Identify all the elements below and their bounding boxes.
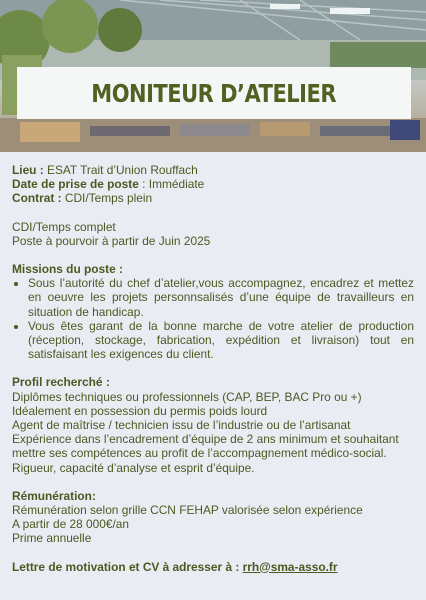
contrat-label: Contrat : [12,191,62,206]
date-line [12,177,414,191]
page-title: MONITEUR D’ATELIER [91,78,337,108]
date-label: Date de prise de poste [12,177,139,192]
contact-email-link[interactable]: rrh@sma-asso.fr [242,559,338,574]
missions-title: Missions du poste : [12,262,123,277]
title-banner [17,67,411,119]
lieu-label: Lieu : [12,163,44,177]
contact-line [12,560,414,574]
summary-line-1: CDI/Temps complet [12,219,116,234]
lieu-line [12,163,414,177]
lieu-value: ESAT Trait d’Union Rouffach [43,163,198,177]
workshop-photo [0,0,426,152]
profil-line: Expérience dans l’encadrement d’équipe de 2 ans minimum et souhaitant mettre ses compétences au profit de l’accompagnement médico-social. [12,432,399,461]
job-posting-body [12,163,414,574]
profil-title: Profil recherché : [12,375,110,390]
remuneration-title: Rémunération: [12,488,96,503]
contrat-line [12,191,414,205]
remuneration-line: Prime annuelle [12,531,92,546]
contact-label: Lettre de motivation et CV à adresser à : [12,559,243,574]
missions-list [12,276,414,361]
profil-line: Agent de maîtrise / technicien issu de l’industrie ou de l’artisanat [12,418,351,433]
profil-line: Idéalement en possession du permis poids lourd [12,403,268,418]
remuneration-line: A partir de 28 000€/an [12,517,130,532]
summary-line-2: Poste à pourvoir à partir de Juin 2025 [12,233,211,248]
mission-item: • Sous l’autorité du chef d’atelier,vous accompagnez, encadrez et mettez en oeuvre les projets personnsalisés d’une équipe de travailleurs en situation de handicap. [28,276,414,319]
profil-line: Rigueur, capacité d’analyse et esprit d’équipe. [12,460,255,475]
profil-line: Diplômes techniques ou professionnels (CAP, BEP, BAC Pro ou +) [12,389,362,404]
mission-item: • Vous êtes garant de la bonne marche de votre atelier de production (réception, stockage, fabrication, expédition et livraison) tout en satisfaisant les exigences du client. [28,319,414,362]
contrat-value: CDI/Temps plein [61,191,153,206]
remuneration-line: Rémunération selon grille CCN FEHAP valorisée selon expérience [12,503,363,518]
date-value: : Immédiate [138,177,205,192]
